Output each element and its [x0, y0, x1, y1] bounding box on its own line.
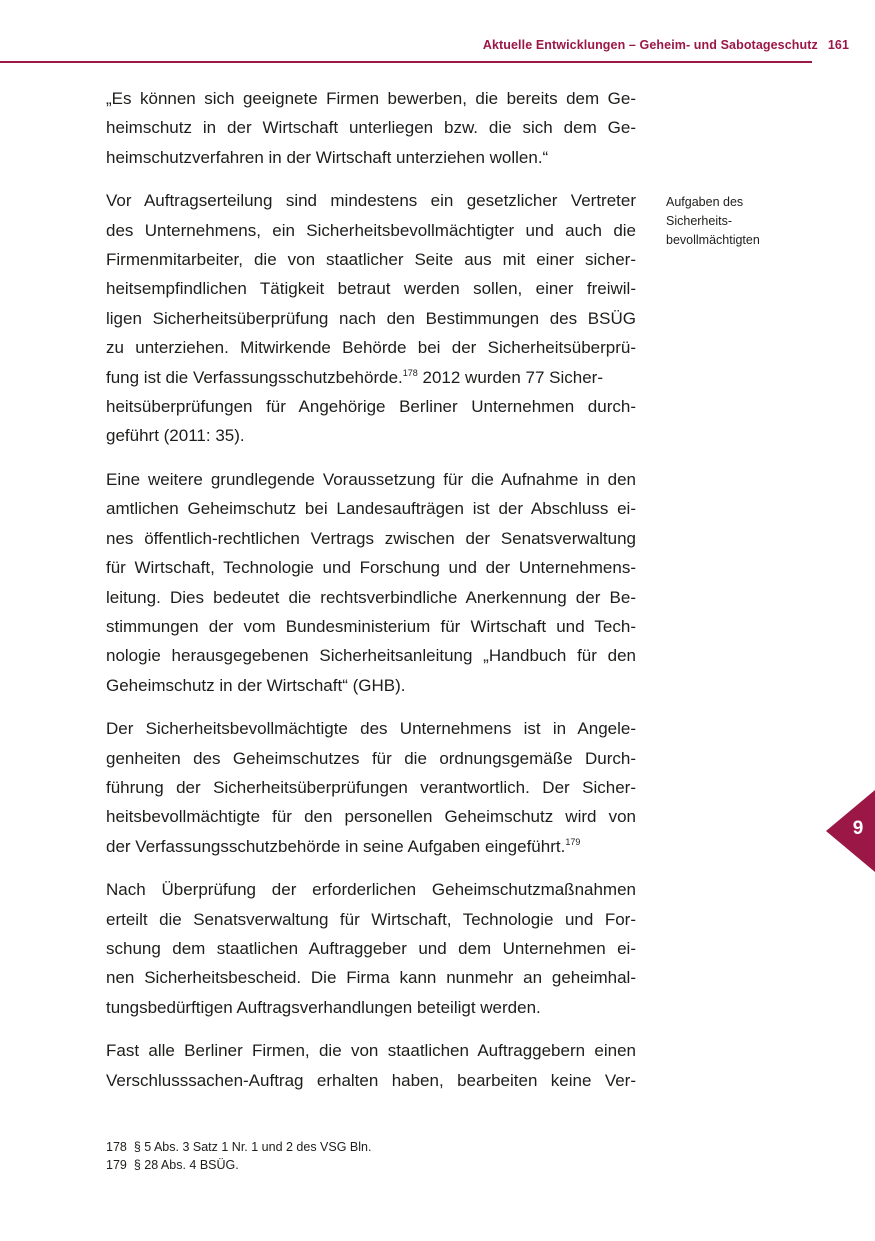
text-line: nen Sicherheitsbescheid. Die Firma kann nunmehr an geheimhal-: [106, 968, 636, 988]
footnote-ref-179[interactable]: 179: [565, 836, 581, 847]
paragraph-5: [106, 875, 636, 1022]
paragraph-3: [106, 465, 636, 700]
text-line: [106, 363, 636, 392]
footnote-number: 178: [106, 1140, 127, 1154]
paragraph-2: [106, 186, 636, 451]
chapter-number: 9: [852, 818, 864, 839]
text-line: leitung. Dies bedeutet die rechtsverbindliche Anerkennung der Be-: [106, 587, 636, 607]
text-line: „Es können sich geeignete Firmen bewerben, die bereits dem Ge-: [106, 89, 636, 108]
text-line: zu unterziehen. Mitwirkende Behörde bei der Sicherheitsüberprü-: [106, 338, 636, 358]
text-line: Firmenmitarbeiter, die von staatlicher Seite aus mit einer sicher-: [106, 250, 636, 270]
margin-note-line: bevollmächtigten: [666, 233, 760, 247]
page-number: 161: [827, 38, 849, 52]
running-header: [483, 38, 849, 52]
text-line: führung der Sicherheitsüberprüfungen verantwortlich. Der Sicher-: [106, 777, 636, 797]
footnote-number: 179: [106, 1158, 127, 1172]
text-line: Eine weitere grundlegende Voraussetzung für die Aufnahme in den: [106, 469, 636, 489]
text-segment: fung ist die Verfassungsschutzbehörde.: [106, 367, 403, 387]
text-line: nes öffentlich-rechtlichen Vertrags zwischen der Senatsverwaltung: [106, 528, 636, 548]
text-line: für Wirtschaft, Technologie und Forschung und der Unternehmens-: [106, 558, 636, 578]
footnote-179: [106, 1156, 371, 1174]
text-line: Der Sicherheitsbevollmächtigte des Unternehmens ist in Angele-: [106, 719, 636, 739]
paragraph-4: [106, 714, 636, 861]
paragraph-6: [106, 1036, 636, 1095]
paragraph-1: [106, 84, 636, 172]
text-line: Geheimschutz in der Wirtschaft“ (GHB).: [106, 675, 406, 695]
text-line: erteilt die Senatsverwaltung für Wirtschaft, Technologie und For-: [106, 909, 636, 929]
footnotes: [106, 1138, 371, 1174]
text-line: Fast alle Berliner Firmen, die von staatlichen Auftraggebern einen: [106, 1041, 636, 1061]
text-line: Nach Überprüfung der erforderlichen Geheimschutzmaßnahmen: [106, 880, 636, 900]
text-line: heimschutzverfahren in der Wirtschaft unterziehen wollen.“: [106, 147, 549, 167]
main-text: [106, 84, 636, 1095]
footnote-178: [106, 1138, 371, 1156]
margin-note-line: Sicherheits-: [666, 214, 732, 228]
text-line: genheiten des Geheimschutzes für die ordnungsgemäße Durch-: [106, 748, 636, 768]
text-line: nologie herausgegebenen Sicherheitsanleitung „Handbuch für den: [106, 646, 636, 666]
text-line: Verschlusssachen-Auftrag erhalten haben, bearbeiten keine Ver-: [106, 1070, 636, 1090]
text-line: stimmungen der vom Bundesministerium für Wirtschaft und Tech-: [106, 616, 636, 636]
footnote-text: § 5 Abs. 3 Satz 1 Nr. 1 und 2 des VSG Bln.: [133, 1140, 372, 1154]
text-line: des Unternehmens, ein Sicherheitsbevollmächtigter und auch die: [106, 220, 636, 240]
margin-note-line: Aufgaben des: [666, 195, 744, 209]
text-line: schung dem staatlichen Auftraggeber und dem Unternehmen ei-: [106, 938, 636, 958]
text-line: geführt (2011: 35).: [106, 426, 245, 446]
running-header-title: Aktuelle Entwicklungen – Geheim- und Sabotageschutz: [482, 38, 818, 52]
text-line: amtlichen Geheimschutz bei Landesaufträgen ist der Abschluss ei-: [106, 499, 636, 519]
text-line: Vor Auftragserteilung sind mindestens ein gesetzlicher Vertreter: [106, 191, 636, 211]
footnote-text: § 28 Abs. 4 BSÜG.: [133, 1158, 239, 1172]
margin-note: [666, 193, 806, 250]
text-line: heitsempfindlichen Tätigkeit betraut werden sollen, einer freiwil-: [106, 279, 636, 299]
text-line: heitsüberprüfungen für Angehörige Berliner Unternehmen durch-: [106, 397, 636, 417]
text-line: heitsbevollmächtigte für den personellen Geheimschutz wird von: [106, 807, 636, 827]
text-line: [106, 832, 636, 861]
text-segment: 2012 wurden 77 Sicher-: [417, 367, 604, 387]
text-segment: der Verfassungsschutzbehörde in seine Aufgaben eingeführt.: [106, 836, 566, 856]
text-line: tungsbedürftigen Auftragsverhandlungen beteiligt werden.: [106, 997, 541, 1017]
text-line: ligen Sicherheitsüberprüfung nach den Bestimmungen des BSÜG: [106, 308, 636, 328]
header-rule: [0, 61, 812, 63]
text-line: heimschutz in der Wirtschaft unterliegen bzw. die sich dem Ge-: [106, 118, 636, 138]
footnote-ref-178[interactable]: 178: [402, 367, 418, 378]
